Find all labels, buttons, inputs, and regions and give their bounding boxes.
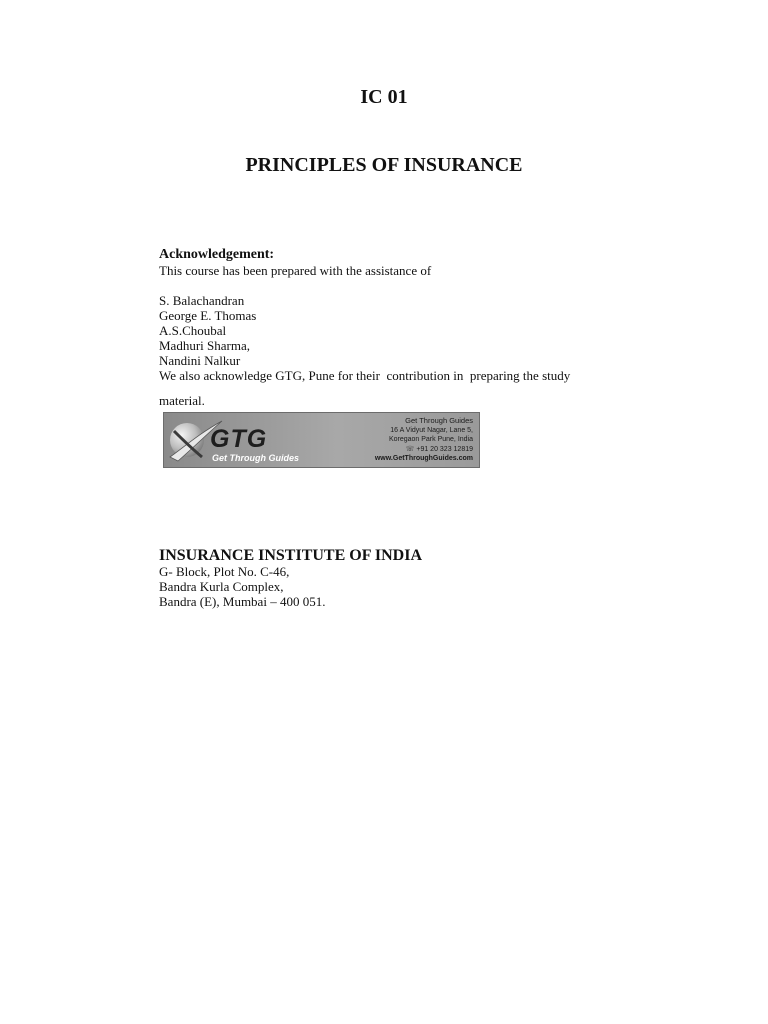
contributor-name: George E. Thomas <box>159 308 257 323</box>
course-title: PRINCIPLES OF INSURANCE <box>245 154 523 176</box>
gtg-address-line: Koregaon Park Pune, India <box>388 436 473 444</box>
gtg-phone-line: ☏ +91 20 323 12819 <box>405 445 473 453</box>
contributor-list <box>159 293 629 368</box>
contributor-name: A.S.Choubal <box>159 323 227 338</box>
institute-address-line: Bandra (E), Mumbai – 400 051. <box>159 594 326 609</box>
contributor-name: Madhuri Sharma, <box>159 338 250 353</box>
acknowledgement-intro: This course has been prepared with the assistance of <box>159 263 432 278</box>
institute-section <box>159 548 422 609</box>
gtg-logo-tagline: Get Through Guides <box>212 453 299 463</box>
acknowledgement-gtg: We also acknowledge GTG, Pune for their contribution in preparing the study <box>159 368 571 383</box>
course-code: IC 01 <box>360 86 408 108</box>
gtg-website-line: www.GetThroughGuides.com <box>374 455 473 463</box>
gtg-logo-banner <box>163 412 480 468</box>
gtg-address-block <box>375 416 473 464</box>
institute-name: INSURANCE INSTITUTE OF INDIA <box>159 547 423 564</box>
gtg-logo-mark: GTG <box>210 425 268 453</box>
contributor-name: S. Balachandran <box>159 293 245 308</box>
institute-address-line: G- Block, Plot No. C-46, <box>159 564 290 579</box>
contributor-name: Nandini Nalkur <box>159 353 241 368</box>
gtg-address-line: Get Through Guides <box>405 416 473 425</box>
acknowledgement-gtg-cont: material. <box>159 393 205 408</box>
gtg-address-line: 16 A Vidyut Nagar, Lane 5, <box>390 426 473 434</box>
acknowledgement-heading: Acknowledgement: <box>159 247 275 262</box>
institute-address-line: Bandra Kurla Complex, <box>159 579 284 594</box>
acknowledgement-section <box>159 247 629 408</box>
